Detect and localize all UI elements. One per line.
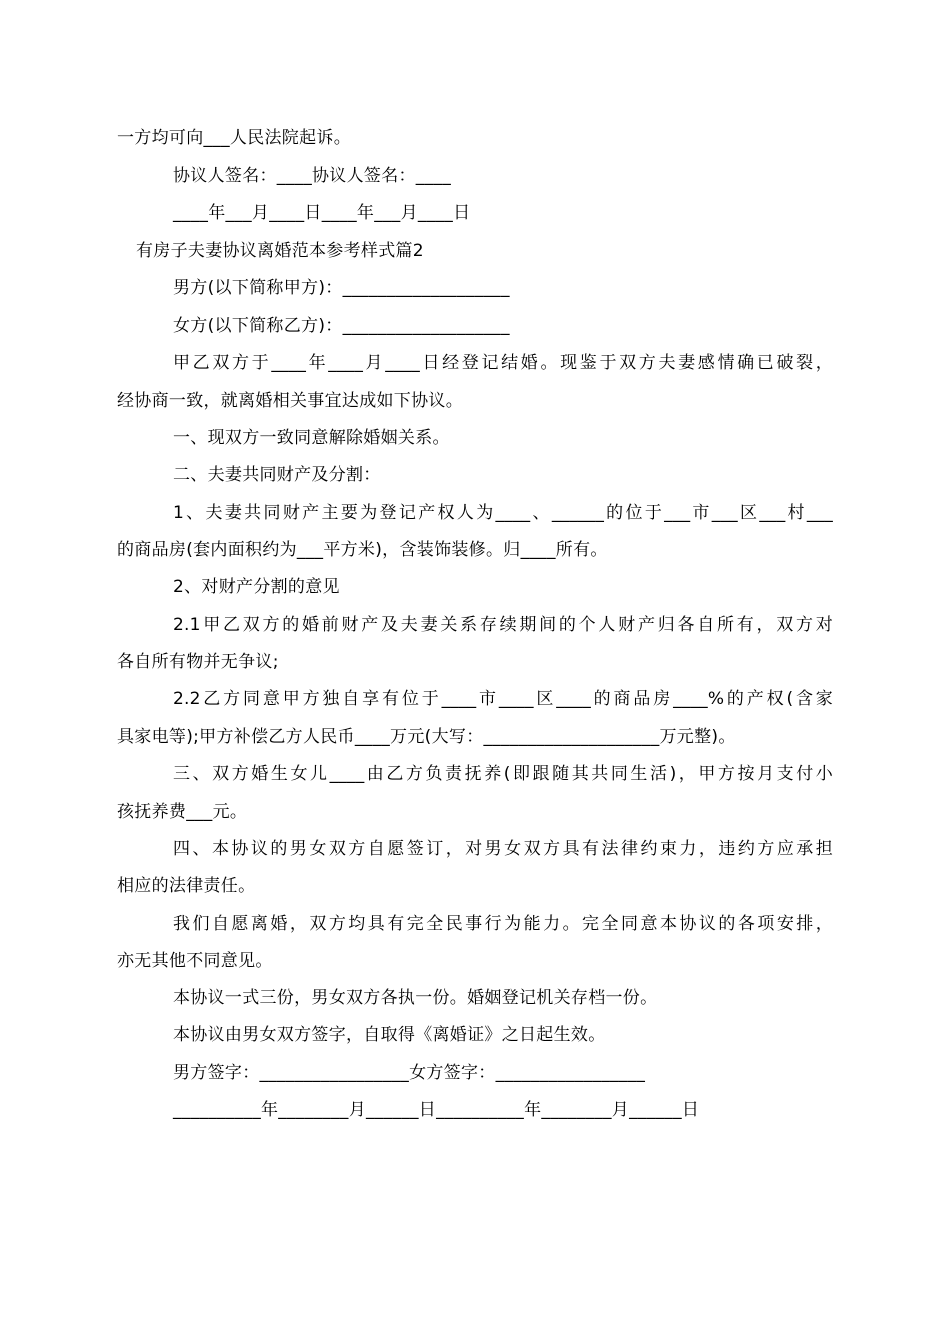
text-line: 四、本协议的男女双方自愿签订，对男女双方具有法律约束力，违约方应承担 [173, 839, 833, 859]
text-line: 女方(以下简称乙方)：___________________ [173, 316, 510, 336]
text-line: 本协议由男女双方签字，自取得《离婚证》之日起生效。 [173, 1025, 606, 1045]
section-heading: 有房子夫妻协议离婚范本参考样式篇2 [136, 241, 424, 261]
text-line: ____年___月____日____年___月____日 [173, 203, 471, 223]
text-line: 2.2乙方同意甲方独自享有位于____市____区____的商品房____%的产权(含家 [173, 689, 833, 709]
text-line: 具家电等);甲方补偿乙方人民币____万元(大写：____________________万元整)。 [117, 727, 736, 747]
text-line: 2.1甲乙双方的婚前财产及夫妻关系存续期间的个人财产归各自所有，双方对 [173, 615, 833, 635]
date-line: __________年________月______日__________年________月______日 [173, 1100, 700, 1120]
text-line: 本协议一式三份，男女双方各执一份。婚姻登记机关存档一份。 [173, 988, 658, 1008]
text-line: 相应的法律责任。 [117, 876, 256, 896]
text-line: 经协商一致，就离婚相关事宜达成如下协议。 [117, 391, 463, 411]
text-line: 甲乙双方于____年____月____日经登记结婚。现鉴于双方夫妻感情确已破裂， [173, 353, 833, 373]
text-line: 一、现双方一致同意解除婚姻关系。 [173, 428, 450, 448]
text-line: 各自所有物并无争议; [117, 652, 279, 672]
text-line: 的商品房(套内面积约为___平方米)，含装饰装修。归____所有。 [117, 540, 608, 560]
text-line: 1、夫妻共同财产主要为登记产权人为____、______的位于___市___区___村___ [173, 503, 833, 523]
text-line: 亦无其他不同意见。 [117, 951, 273, 971]
text-line: 男方(以下简称甲方)：___________________ [173, 278, 510, 298]
text-line: 二、夫妻共同财产及分割： [173, 465, 381, 485]
text-line: 我们自愿离婚，双方均具有完全民事行为能力。完全同意本协议的各项安排， [173, 914, 833, 934]
text-line: 一方均可向___人民法院起诉。 [117, 128, 351, 148]
text-line: 孩抚养费___元。 [117, 802, 248, 822]
text-line: 2、对财产分割的意见 [173, 577, 340, 597]
signature-line: 男方签字：_________________女方签字：_________________ [173, 1063, 646, 1083]
text-line: 协议人签名：____协议人签名：____ [173, 166, 451, 186]
text-line: 三、双方婚生女儿____由乙方负责抚养(即跟随其共同生活)，甲方按月支付小 [173, 764, 833, 784]
